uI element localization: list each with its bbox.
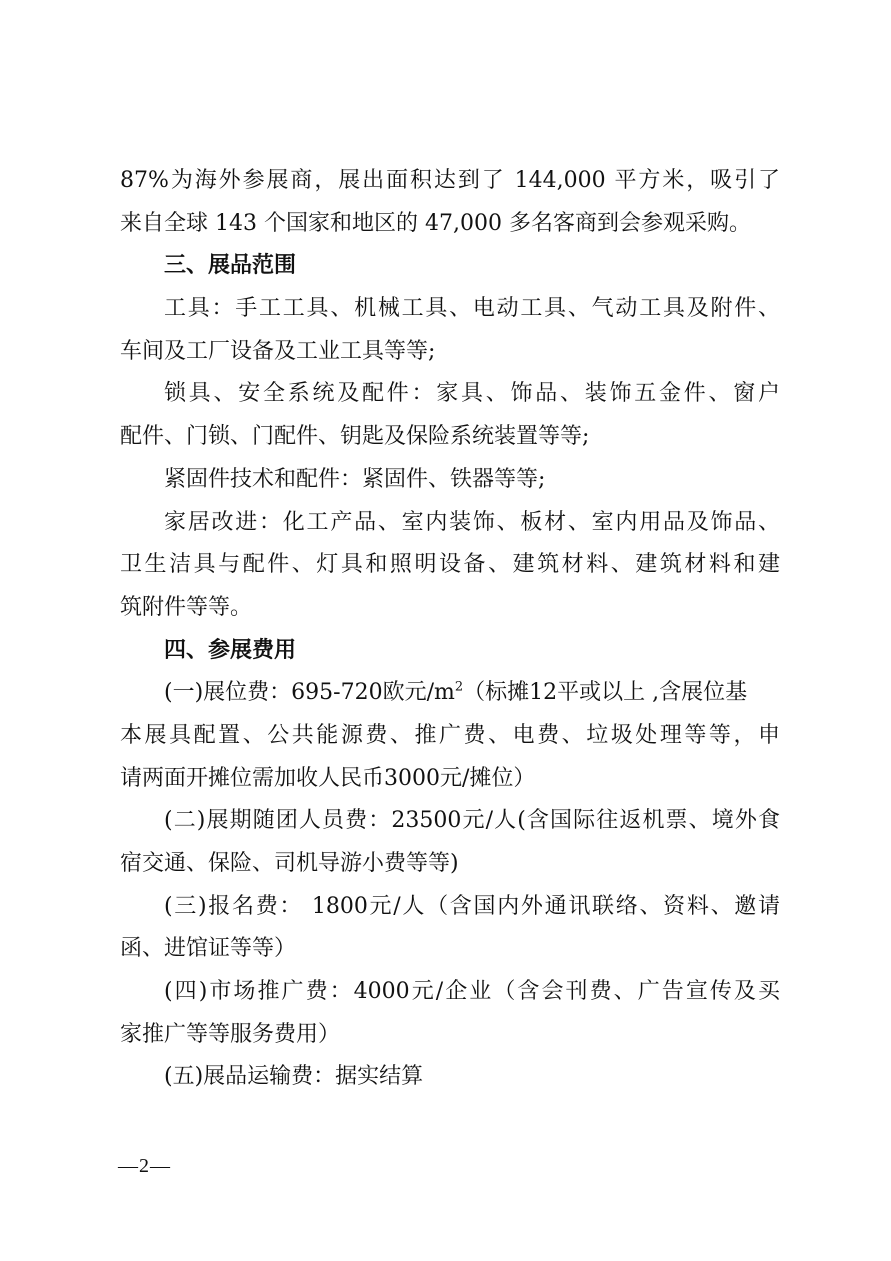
paragraph-line: (四)市场推广费：4000元/企业（含会刊费、广告宣传及买 <box>164 979 780 1005</box>
paragraph-line: 87%为海外参展商，展出面积达到了 144,000 平方米，吸引了 <box>120 168 780 193</box>
paragraph-line: 家推广等等服务费用） <box>120 1021 341 1047</box>
paragraph-line: 筑附件等等。 <box>120 594 253 620</box>
paragraph-line: 车间及工厂设备及工业工具等等; <box>120 338 436 364</box>
paragraph-line <box>120 672 780 715</box>
page-number: —2— <box>118 1155 171 1177</box>
paragraph-line: (五)展品运输费：据实结算 <box>164 1064 424 1090</box>
paragraph-line: 宿交通、保险、司机导游小费等等) <box>120 851 459 876</box>
paragraph-line: 函、进馆证等等） <box>120 936 297 962</box>
paragraph-line: 卫生洁具与配件、灯具和照明设备、建筑材料、建筑材料和建 <box>120 552 780 578</box>
paragraph-line: 家居改进：化工产品、室内装饰、板材、室内用品及饰品、 <box>164 509 780 535</box>
section-heading: 四、参展费用 <box>164 637 297 663</box>
document-body <box>120 160 780 1099</box>
paragraph-line: 来自全球 143 个国家和地区的 47,000 多名客商到会参观采购。 <box>120 210 751 236</box>
paragraph-line: (三)报名费： 1800元/人（含国内外通讯联络、资料、邀请 <box>164 893 780 919</box>
paragraph-line: 请两面开摊位需加收人民币3000元/摊位） <box>120 765 536 791</box>
paragraph-line: 本展具配置、公共能源费、推广费、电费、垃圾处理等等，申 <box>120 722 780 748</box>
paragraph-line: 锁具、安全系统及配件：家具、饰品、装饰五金件、窗户 <box>164 381 780 407</box>
paragraph-line: 工具：手工工具、机械工具、电动工具、气动工具及附件、 <box>164 296 780 322</box>
paragraph-line: 紧固件技术和配件：紧固件、铁器等等; <box>164 466 546 492</box>
paragraph-line: 配件、门锁、门配件、钥匙及保险系统装置等等; <box>120 424 590 450</box>
paragraph-line: (二)展期随团人员费：23500元/人(含国际往返机票、境外食 <box>164 808 780 834</box>
superscript: 2 <box>454 679 464 695</box>
section-heading: 三、展品范围 <box>164 253 297 279</box>
booth-fee-text: (一)展位费：695-720欧元/m <box>164 680 455 706</box>
booth-fee-detail: （标摊12平或以上 ,含展位基 <box>463 680 748 706</box>
